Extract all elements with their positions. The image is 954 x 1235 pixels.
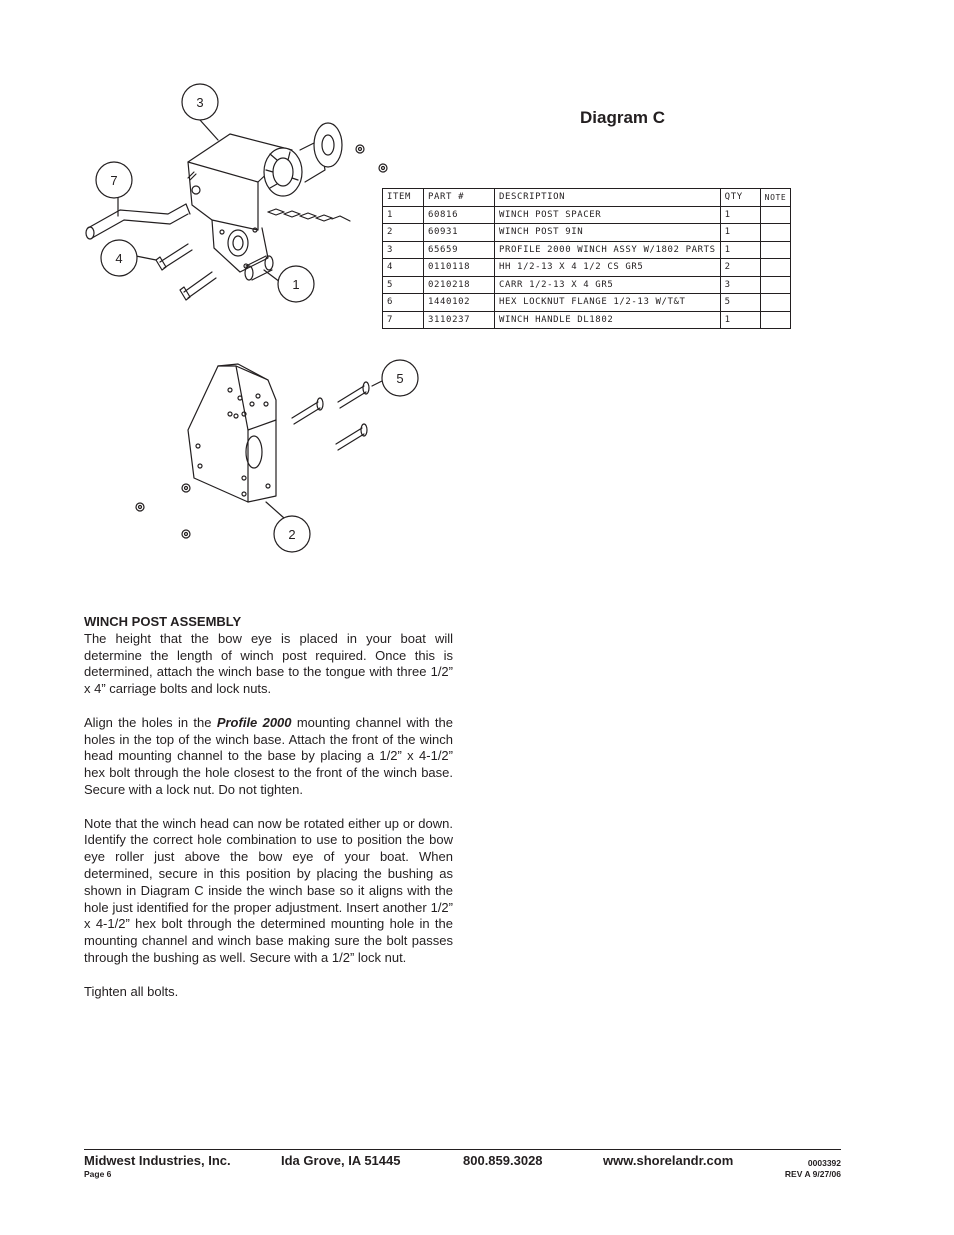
cell-description: CARR 1/2-13 X 4 GR5 — [495, 276, 721, 294]
cell-note — [760, 276, 791, 294]
callout-label: 1 — [292, 277, 300, 292]
table-row — [383, 276, 791, 294]
table-row — [383, 259, 791, 277]
header-description: DESCRIPTION — [495, 189, 721, 207]
hex-bolt-part — [156, 244, 216, 300]
product-name-emphasis: Profile 2000 — [216, 714, 292, 730]
parts-table-header — [383, 189, 791, 207]
carriage-bolts-part — [292, 382, 369, 450]
section-heading: WINCH POST ASSEMBLY — [84, 614, 242, 629]
winch-post-part — [188, 364, 276, 502]
cell-qty: 1 — [720, 241, 760, 259]
cell-part-number: 0210218 — [424, 276, 495, 294]
cell-qty: 1 — [720, 224, 760, 242]
footer-company: Midwest Industries, Inc. — [84, 1153, 231, 1168]
cell-part-number: 1440102 — [424, 294, 495, 312]
cell-note — [760, 294, 791, 312]
instruction-paragraph-3: Note that the winch head can now be rotated either up or down. Identify the correct hole combination to use to position the bow eye roller just above the bow eye of your boat. When determined, secure in this position by placing the bushing as shown in Diagram C inside the winch base so it aligns with the hole just identified for the proper adjustment. Insert another 1/2” x 4-1/2” hex bolt through the determined mounting hole in the mounting channel and winch base making sure the bolt passes through the bushing as well. Secure with a 1/2” lock nut. — [84, 815, 453, 965]
table-row — [383, 241, 791, 259]
cell-part-number: 65659 — [424, 241, 495, 259]
header-item: ITEM — [383, 189, 424, 207]
cell-note — [760, 206, 791, 224]
winch-post-assembly-section — [84, 614, 453, 1017]
instruction-paragraph-2 — [84, 715, 453, 799]
cell-item: 6 — [383, 294, 424, 312]
diagram-title: Diagram C — [580, 108, 666, 127]
instruction-paragraph-1: The height that the bow eye is placed in your boat will determine the length of winch post required. Once this is determined, attach the winch base to the tongue with three 1/2” x 4” carriage bolts and lock nuts. — [84, 630, 453, 697]
header-qty: QTY — [720, 189, 760, 207]
cell-part-number: 0110118 — [424, 259, 495, 277]
table-row — [383, 311, 791, 329]
cell-note — [760, 311, 791, 329]
footer-website: www.shorelandr.com — [603, 1153, 734, 1168]
cell-description: HEX LOCKNUT FLANGE 1/2-13 W/T&T — [495, 294, 721, 312]
cell-item: 2 — [383, 224, 424, 242]
cell-qty: 2 — [720, 259, 760, 277]
cell-note — [760, 224, 791, 242]
winch-handle-part — [86, 204, 190, 239]
cell-item: 4 — [383, 259, 424, 277]
paragraph-text: mounting channel with the holes in the top of the winch base. Attach the front of the winch head mounting channel to the base by placing a 1/2” x 4-1/2” hex bolt through the hole closest to the front of the winch base. Secure with a lock nut. Do not tighten. — [84, 714, 453, 797]
cell-qty: 1 — [720, 206, 760, 224]
footer-revision: REV A 9/27/06 — [784, 1169, 841, 1179]
cell-part-number: 60931 — [424, 224, 495, 242]
paragraph-text: Align the holes in the — [84, 714, 217, 730]
parts-table — [382, 188, 791, 329]
cell-item: 3 — [383, 241, 424, 259]
callout-label: 7 — [110, 173, 118, 188]
callout-label: 5 — [396, 371, 404, 386]
table-row — [383, 294, 791, 312]
footer-location: Ida Grove, IA 51445 — [281, 1153, 401, 1168]
cell-item: 1 — [383, 206, 424, 224]
cell-qty: 5 — [720, 294, 760, 312]
cell-description: WINCH POST SPACER — [495, 206, 721, 224]
header-note: NOTE — [760, 189, 791, 207]
footer-divider — [84, 1149, 841, 1150]
cell-description: HH 1/2-13 X 4 1/2 CS GR5 — [495, 259, 721, 277]
table-row — [383, 224, 791, 242]
footer-phone: 800.859.3028 — [463, 1153, 543, 1168]
lock-nuts-part — [136, 145, 387, 538]
cell-note — [760, 241, 791, 259]
callout-label: 2 — [288, 527, 296, 542]
callout-label: 4 — [115, 251, 123, 266]
table-row — [383, 206, 791, 224]
cell-part-number: 60816 — [424, 206, 495, 224]
cell-qty: 3 — [720, 276, 760, 294]
cell-description: WINCH HANDLE DL1802 — [495, 311, 721, 329]
instruction-paragraph-4: Tighten all bolts. — [84, 983, 179, 999]
winch-head-part — [188, 123, 350, 272]
footer-doc-number: 0003392 — [807, 1158, 841, 1168]
cell-note — [760, 259, 791, 277]
callout-label: 3 — [196, 95, 204, 110]
cell-description: PROFILE 2000 WINCH ASSY W/1802 PARTS — [495, 241, 721, 259]
cell-part-number: 3110237 — [424, 311, 495, 329]
cell-description: WINCH POST 9IN — [495, 224, 721, 242]
footer-page-number: Page 6 — [84, 1169, 112, 1179]
header-part-number: PART # — [424, 189, 495, 207]
cell-item: 7 — [383, 311, 424, 329]
cell-qty: 1 — [720, 311, 760, 329]
cell-item: 5 — [383, 276, 424, 294]
